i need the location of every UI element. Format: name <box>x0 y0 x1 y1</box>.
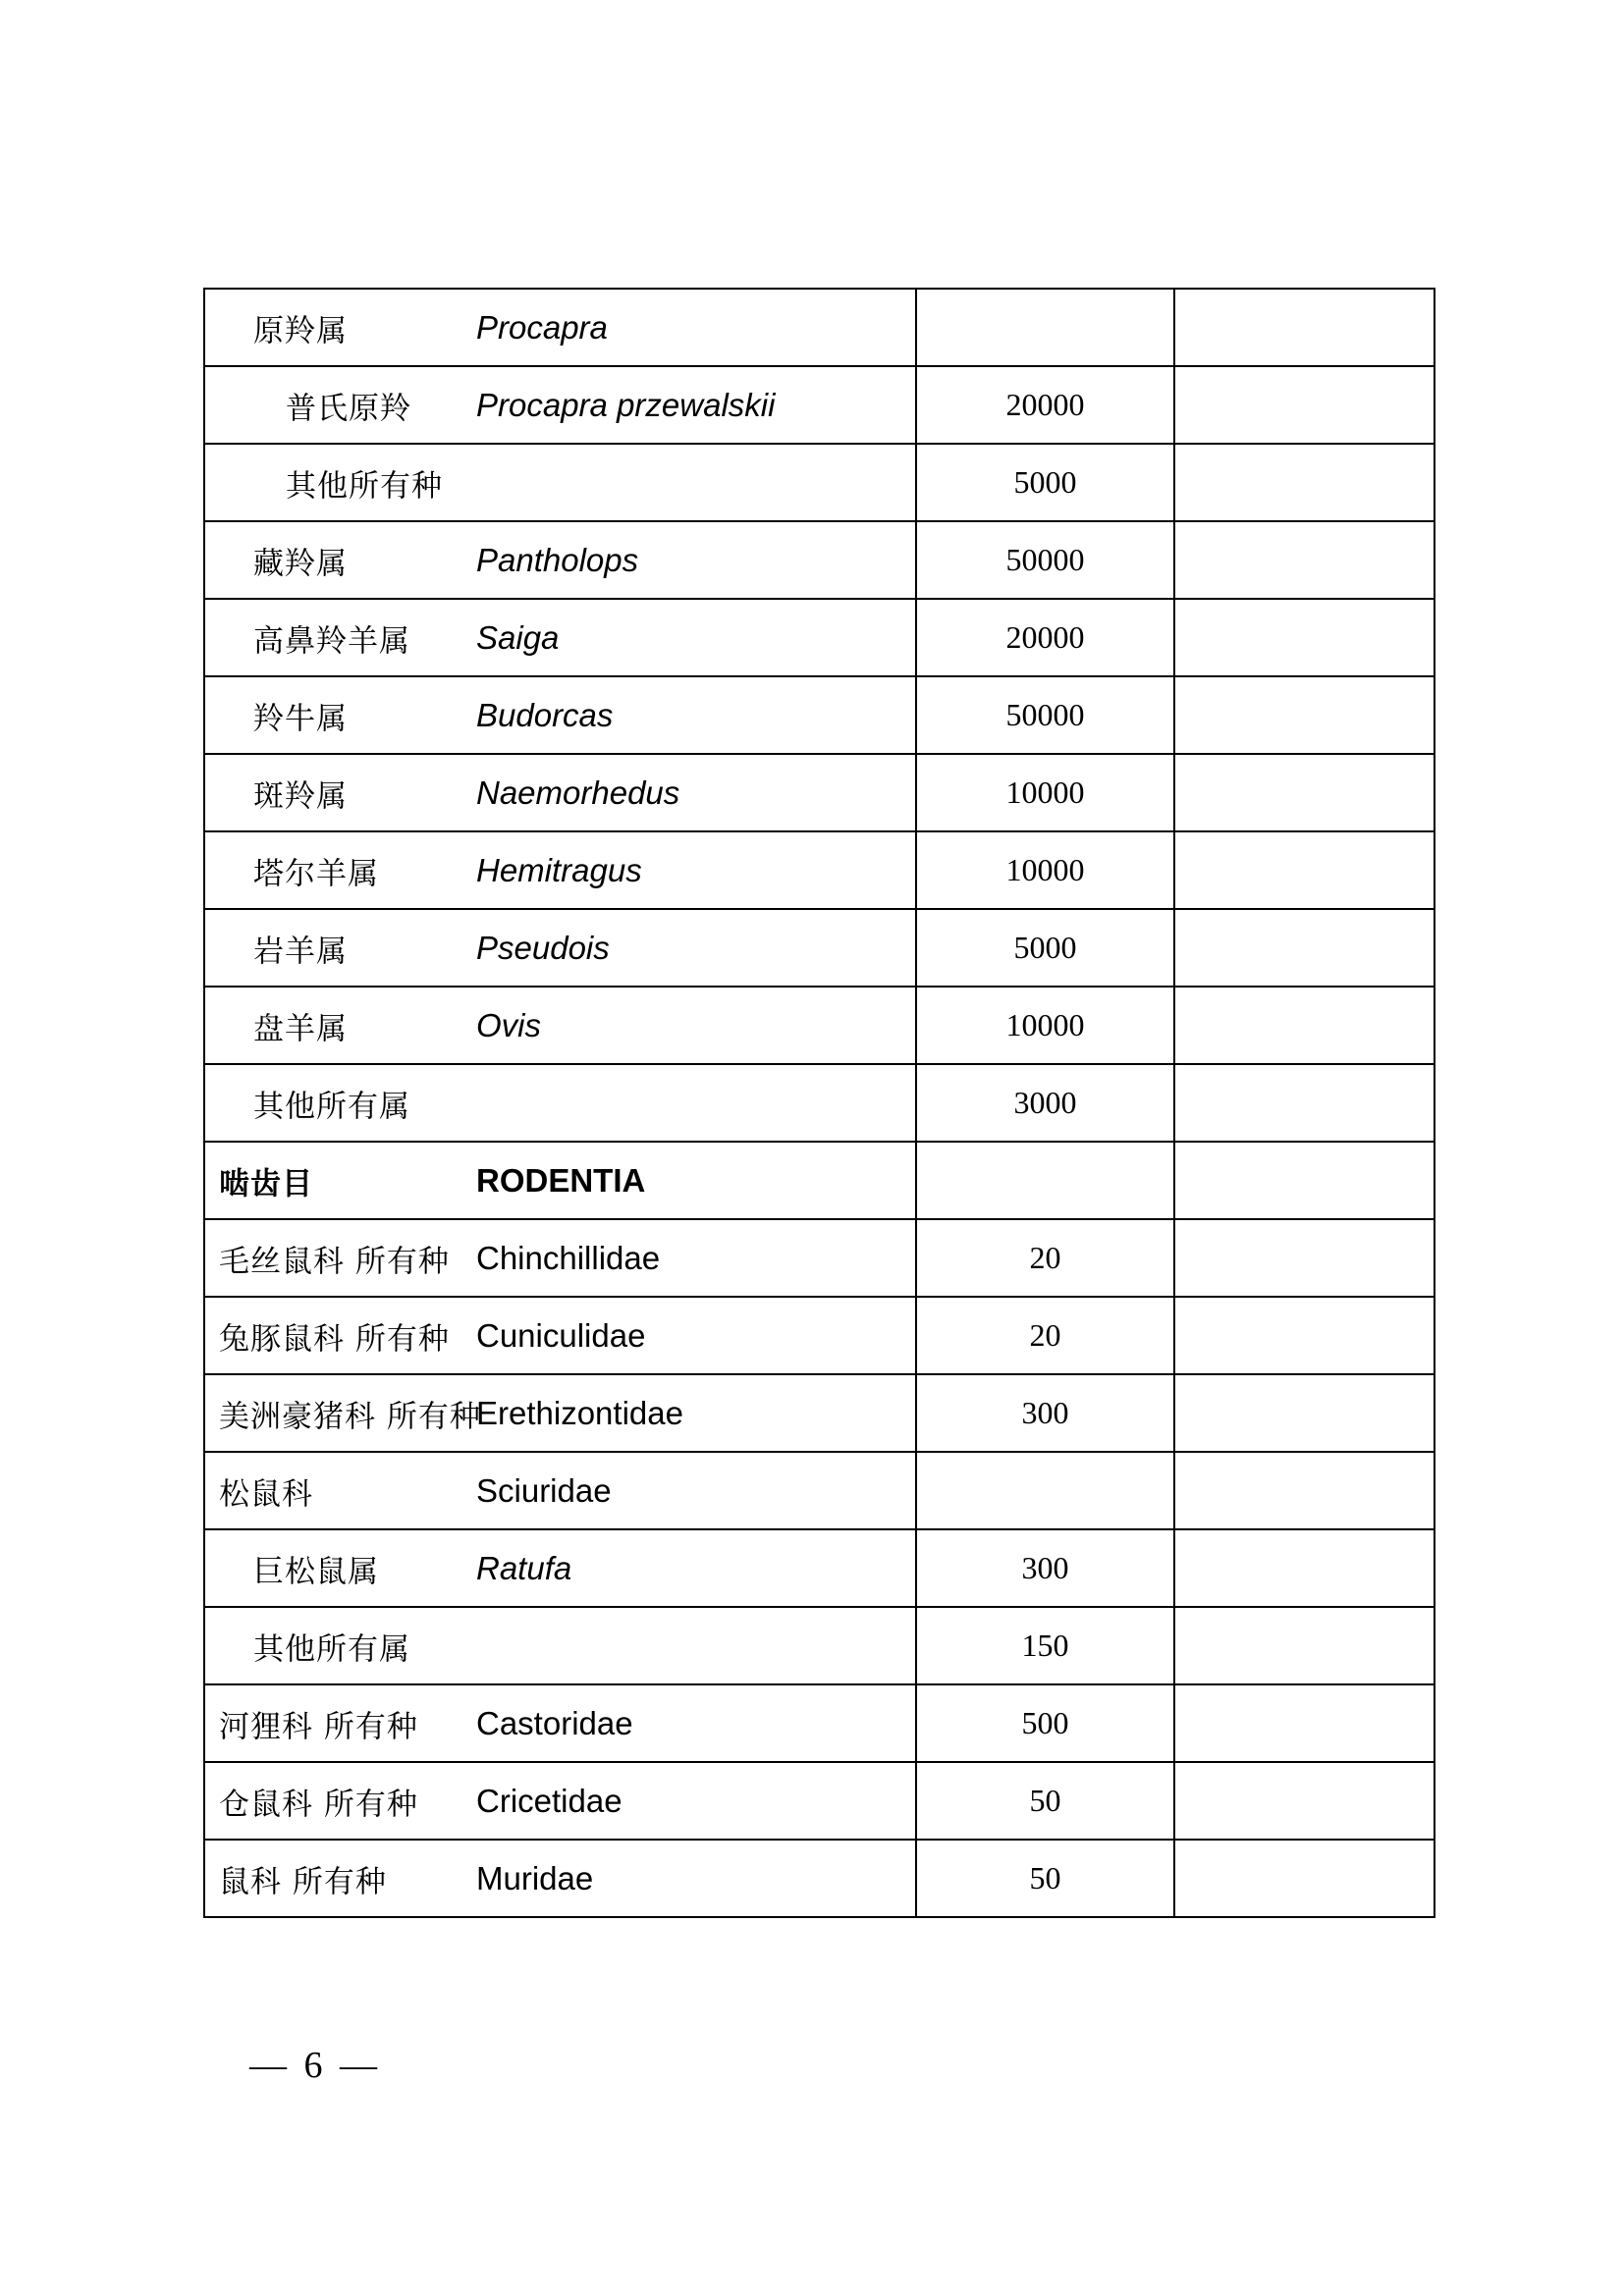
taxon-name-cell <box>204 289 916 366</box>
note-cell <box>1174 909 1435 987</box>
table-row <box>204 444 1435 521</box>
latin-name: Ratufa <box>476 1549 572 1586</box>
chinese-name: 其他所有种 <box>286 468 443 504</box>
note-cell <box>1174 1840 1435 1917</box>
amount-cell: 500 <box>916 1684 1174 1762</box>
table-row <box>204 676 1435 754</box>
table-row <box>204 1529 1435 1607</box>
taxon-name-cell <box>204 1219 916 1297</box>
amount-cell: 50 <box>916 1762 1174 1840</box>
amount-cell: 20000 <box>916 366 1174 444</box>
note-cell <box>1174 1684 1435 1762</box>
taxon-name-cell <box>204 1142 916 1219</box>
taxon-name-cell <box>204 831 916 909</box>
table-row <box>204 754 1435 831</box>
latin-name: Saiga <box>476 618 560 656</box>
chinese-name: 毛丝鼠科 所有种 <box>219 1244 450 1279</box>
amount-cell: 150 <box>916 1607 1174 1684</box>
taxon-name-cell <box>204 909 916 987</box>
amount-cell: 20 <box>916 1219 1174 1297</box>
amount-cell: 300 <box>916 1374 1174 1452</box>
chinese-name: 美洲豪猪科 所有种 <box>219 1399 481 1434</box>
chinese-name: 鼠科 所有种 <box>219 1864 387 1899</box>
note-cell <box>1174 1374 1435 1452</box>
note-cell <box>1174 366 1435 444</box>
taxon-name-cell <box>204 521 916 599</box>
note-cell <box>1174 754 1435 831</box>
latin-name: Pantholops <box>476 541 639 578</box>
table-row <box>204 1219 1435 1297</box>
latin-name: Cuniculidae <box>476 1316 646 1354</box>
amount-cell: 300 <box>916 1529 1174 1607</box>
taxon-name-cell <box>204 1297 916 1374</box>
note-cell <box>1174 599 1435 676</box>
chinese-name: 羚牛属 <box>253 701 348 736</box>
table-row <box>204 987 1435 1064</box>
note-cell <box>1174 521 1435 599</box>
latin-name: Muridae <box>476 1859 594 1896</box>
amount-cell: 50 <box>916 1840 1174 1917</box>
latin-name: Procapra <box>476 308 608 346</box>
table-body <box>204 289 1435 1917</box>
table-row <box>204 599 1435 676</box>
taxon-name-cell <box>204 1529 916 1607</box>
chinese-name: 仓鼠科 所有种 <box>219 1787 418 1822</box>
taxon-name-cell <box>204 754 916 831</box>
amount-cell: 5000 <box>916 444 1174 521</box>
table-row <box>204 1684 1435 1762</box>
amount-cell: 20 <box>916 1297 1174 1374</box>
note-cell <box>1174 1762 1435 1840</box>
note-cell <box>1174 1452 1435 1529</box>
chinese-name: 巨松鼠属 <box>253 1554 379 1589</box>
latin-name: Pseudois <box>476 929 610 966</box>
chinese-name: 河狸科 所有种 <box>219 1709 418 1744</box>
chinese-name: 啮齿目 <box>219 1166 313 1201</box>
note-cell <box>1174 676 1435 754</box>
table-row <box>204 1297 1435 1374</box>
latin-name: RODENTIA <box>476 1161 646 1199</box>
table-row <box>204 1142 1435 1219</box>
taxon-name-cell <box>204 1840 916 1917</box>
latin-name: Ovis <box>476 1006 541 1043</box>
chinese-name: 岩羊属 <box>253 934 348 969</box>
table-row <box>204 1840 1435 1917</box>
note-cell <box>1174 289 1435 366</box>
amount-cell <box>916 1142 1174 1219</box>
amount-cell <box>916 289 1174 366</box>
table-row <box>204 366 1435 444</box>
latin-name: Sciuridae <box>476 1471 612 1509</box>
latin-name: Chinchillidae <box>476 1239 661 1276</box>
chinese-name: 藏羚属 <box>253 546 348 581</box>
taxon-name-cell <box>204 1374 916 1452</box>
amount-cell: 3000 <box>916 1064 1174 1142</box>
chinese-name: 原羚属 <box>253 313 348 348</box>
latin-name: Castoridae <box>476 1704 633 1741</box>
chinese-name: 其他所有属 <box>253 1631 410 1667</box>
table-row <box>204 909 1435 987</box>
taxon-name-cell <box>204 1064 916 1142</box>
species-table <box>203 288 1435 1918</box>
amount-cell: 10000 <box>916 831 1174 909</box>
chinese-name: 兔豚鼠科 所有种 <box>219 1321 450 1357</box>
latin-name: Procapra przewalskii <box>476 386 776 423</box>
chinese-name: 普氏原羚 <box>286 391 411 426</box>
table-row <box>204 521 1435 599</box>
note-cell <box>1174 444 1435 521</box>
amount-cell: 50000 <box>916 676 1174 754</box>
note-cell <box>1174 1219 1435 1297</box>
taxon-name-cell <box>204 599 916 676</box>
amount-cell: 50000 <box>916 521 1174 599</box>
note-cell <box>1174 1142 1435 1219</box>
amount-cell <box>916 1452 1174 1529</box>
latin-name: Cricetidae <box>476 1782 623 1819</box>
amount-cell: 5000 <box>916 909 1174 987</box>
amount-cell: 10000 <box>916 754 1174 831</box>
note-cell <box>1174 1529 1435 1607</box>
note-cell <box>1174 831 1435 909</box>
table-row <box>204 831 1435 909</box>
latin-name: Budorcas <box>476 696 614 733</box>
note-cell <box>1174 1607 1435 1684</box>
table-row <box>204 289 1435 366</box>
taxon-name-cell <box>204 1762 916 1840</box>
table-row <box>204 1374 1435 1452</box>
taxon-name-cell <box>204 444 916 521</box>
chinese-name: 盘羊属 <box>253 1011 348 1046</box>
chinese-name: 塔尔羊属 <box>253 856 379 891</box>
latin-name: Hemitragus <box>476 851 642 888</box>
note-cell <box>1174 987 1435 1064</box>
table-row <box>204 1452 1435 1529</box>
latin-name: Naemorhedus <box>476 774 680 811</box>
page-number: — 6 — <box>249 2045 381 2086</box>
amount-cell: 20000 <box>916 599 1174 676</box>
taxon-name-cell <box>204 1684 916 1762</box>
table-row <box>204 1607 1435 1684</box>
table-row <box>204 1762 1435 1840</box>
taxon-name-cell <box>204 1607 916 1684</box>
chinese-name: 其他所有属 <box>253 1089 410 1124</box>
taxon-name-cell <box>204 1452 916 1529</box>
taxon-name-cell <box>204 366 916 444</box>
latin-name: Erethizontidae <box>476 1394 683 1431</box>
taxon-name-cell <box>204 676 916 754</box>
table-row <box>204 1064 1435 1142</box>
taxon-name-cell <box>204 987 916 1064</box>
note-cell <box>1174 1064 1435 1142</box>
chinese-name: 斑羚属 <box>253 778 348 814</box>
amount-cell: 10000 <box>916 987 1174 1064</box>
chinese-name: 松鼠科 <box>219 1476 313 1512</box>
chinese-name: 高鼻羚羊属 <box>253 623 410 659</box>
note-cell <box>1174 1297 1435 1374</box>
